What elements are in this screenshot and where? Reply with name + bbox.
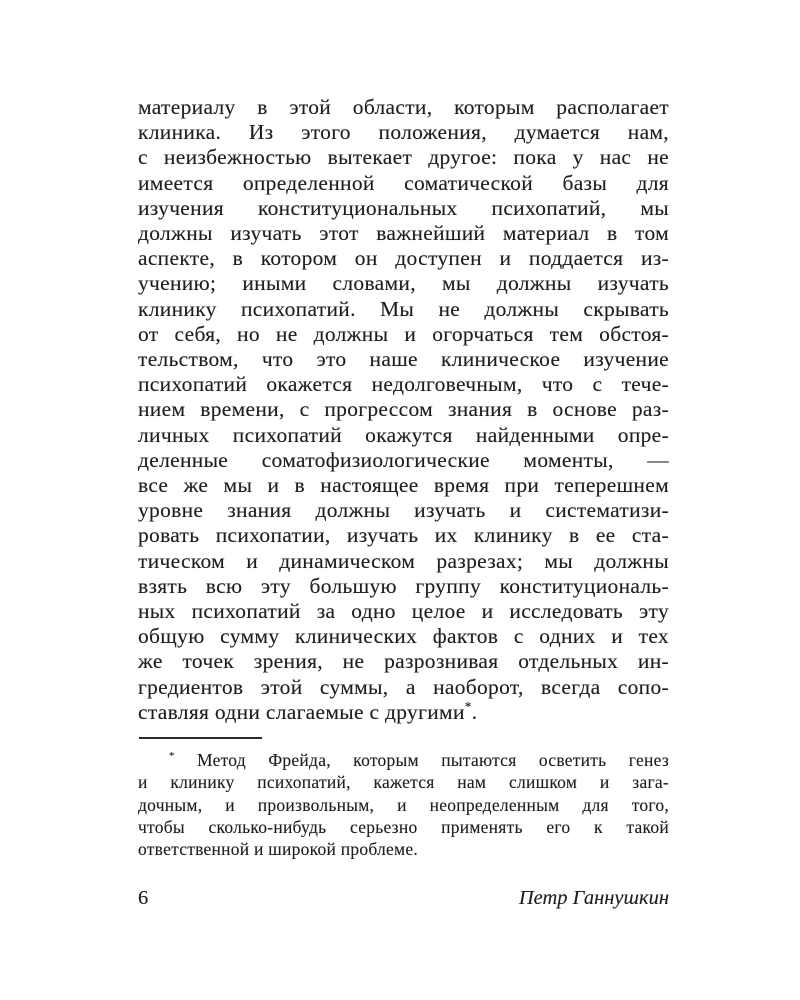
footnote <box>138 749 669 860</box>
text-line: взять всю эту большую группу конституциональ- <box>138 573 669 598</box>
footnote-marker: * <box>169 750 175 763</box>
text-column <box>138 95 669 910</box>
body-last-line <box>138 700 669 725</box>
text-line: все же мы и в настоящее время при теперешнем <box>138 473 669 498</box>
footnote-lines <box>138 771 669 838</box>
text-line: нием времени, с прогрессом знания в основе раз- <box>138 397 669 422</box>
text-line: личных психопатий окажутся найденными опре- <box>138 422 669 447</box>
text-line: от себя, но не должны и огорчаться тем обстоя- <box>138 321 669 346</box>
body-last-line-period: . <box>471 699 478 724</box>
footnote-last-line: ответственной и широкой проблеме. <box>138 839 419 860</box>
text-line: ровать психопатии, изучать их клинику в ее ста- <box>138 523 669 548</box>
text-line: деленные соматофизиологические моменты, — <box>138 447 669 472</box>
text-line: учению; иными словами, мы должны изучать <box>138 271 669 296</box>
page-number: 6 <box>138 886 149 909</box>
text-line: с неизбежностью вытекает другое: пока у нас не <box>138 145 669 170</box>
text-line: общую сумму клинических фактов с одних и тех <box>138 624 669 649</box>
footnote-line: чтобы сколько-нибудь серьезно применять его к такой <box>138 816 669 837</box>
text-line: гредиентов этой суммы, а наоборот, всегда сопо- <box>138 674 669 699</box>
text-line: клиника. Из этого положения, думается нам, <box>138 120 669 145</box>
text-line: тельством, что это наше клиническое изучение <box>138 347 669 372</box>
text-line: ных психопатий за одно целое и исследовать эту <box>138 599 669 624</box>
page-footer <box>138 886 669 910</box>
text-line: изучения конституциональных психопатий, мы <box>138 195 669 220</box>
footnote-reference-marker: * <box>464 698 472 714</box>
footnote-first-line <box>138 749 669 771</box>
footnote-line: дочным, и произвольным, и неопределенным для того, <box>138 794 669 815</box>
footnote-line: и клинику психопатий, кажется нам слишком и зага- <box>138 772 669 793</box>
body-text <box>138 95 669 700</box>
text-line: аспекте, в котором он доступен и поддается из- <box>138 246 669 271</box>
text-line: психопатий окажется недолговечным, что с тече- <box>138 372 669 397</box>
body-last-line-text: ставляя одни слагаемые с другими <box>138 699 465 724</box>
running-author: Петр Ганнушкин <box>518 886 669 909</box>
text-line: должны изучать этот важнейший материал в том <box>138 221 669 246</box>
text-line: имеется определенной соматической базы для <box>138 170 669 195</box>
footnote-first-line-text: Метод Фрейда, которым пытаются осветить генез <box>174 750 669 771</box>
text-line: тическом и динамическом разрезах; мы должны <box>138 548 669 573</box>
footnote-separator-rule <box>139 737 262 739</box>
text-line: материалу в этой области, которым располагает <box>138 95 669 119</box>
text-line: клинику психопатий. Мы не должны скрывать <box>138 296 669 321</box>
text-line: же точек зрения, не разрознивая отдельных ин- <box>138 649 669 674</box>
text-line: уровне знания должны изучать и систематизи- <box>138 498 669 523</box>
